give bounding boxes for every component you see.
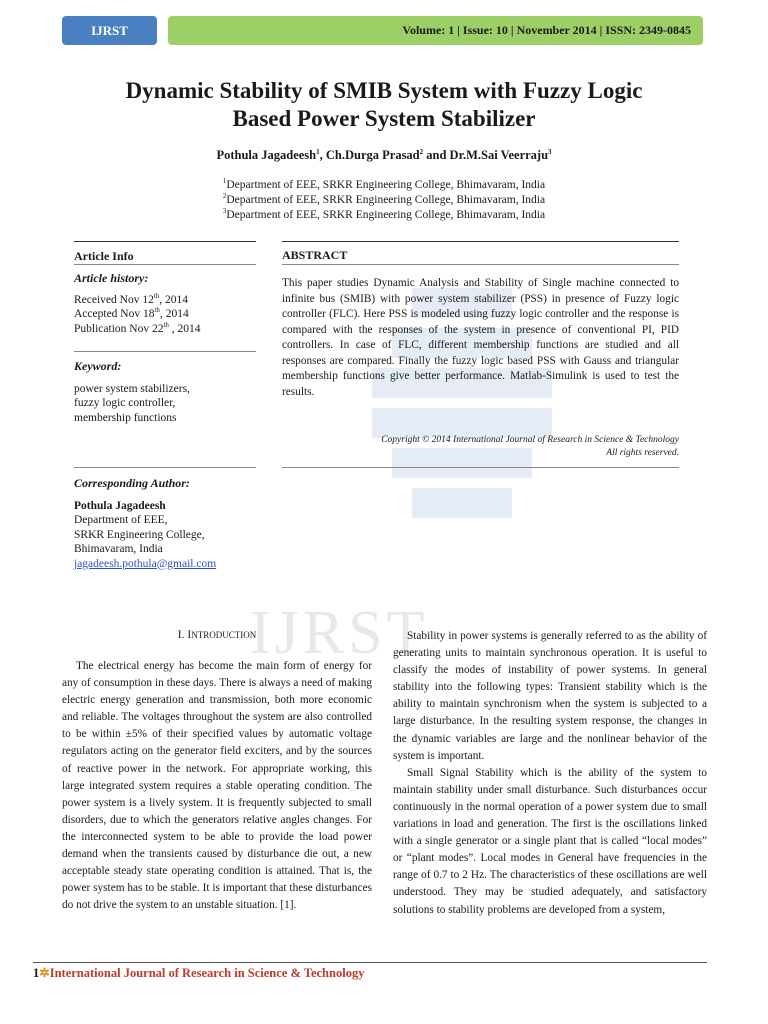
rights-line: All rights reserved. [606,448,679,458]
footer-rule [33,962,707,963]
author-sep-2: and [423,148,450,162]
corresponding-block [74,476,256,571]
bottom-rule-left [74,467,256,468]
copyright-line: Copyright © 2014 International Journal of Research in Science & Technology [381,435,679,445]
article-info-title: Article Info [74,249,134,263]
article-history [74,271,256,336]
publication-year: , 2014 [168,322,201,335]
received-sup: th [153,291,160,300]
keyword-label: Keyword: [74,359,122,373]
affiliation-3-sup: 3 [222,207,227,216]
author-1: Pothula Jagadeesh [216,148,317,162]
journal-badge: IJRST [62,16,157,45]
affiliation-3 [40,208,728,223]
intro-paragraph-1: The electrical energy has become the main form of energy for any of consumption in these days. There is always a need of making electric energy generation and transmission, both more economic and reliable. The voltages throughout the system are also controlled to be within ±5% of their specified values by automatic voltage regulators acting on the generator field exciters, and by the sources of reactive power in the network. For appropriate working, this large integrated system requires a stable operating condition. The power system is a lively system. It is frequently subjected to small disorders, due to which the generators relative angles changes. For the interconnected system to be able to provide the load power demand when the transients caused by disturbance die out, a new acceptable steady state operating condition is attained. That is, the power system has to be stable. It is important that these disturbances do not drive the system to an unstable situation. [1]. [62,660,372,912]
accepted-text: Accepted Nov 18 [74,308,155,320]
volume-bar: Volume: 1 | Issue: 10 | November 2014 | ISSN: 2349-0845 [168,16,703,45]
paper-title [40,77,728,133]
watermark-text: IJRST [250,599,429,667]
corresponding-email-link[interactable]: jagadeesh.pothula@gmail.com [74,557,217,570]
section-title-rest: NTRODUCTION [191,630,257,640]
corresponding-dept: Department of EEE, [74,514,168,526]
article-info-heading [74,249,256,264]
intro-paragraph-3: Small Signal Stability which is the ability of the system to maintain stability under small disturbance. Such disturbances occur continuously in the normal operation of a power system due to small variations in load and generation. The first is the oscillations linked with a single generator or a single plant that is called “local modes” or “plant modes”. Local modes in General have frequencies in the range of 0.7 to 2 Hz. The characteristics of these oscillations are well understood. They may be studied adequately, and satisfactory solutions to stability problems are developed from a system, [393,766,707,916]
affiliation-2-text: Department of EEE, SRKR Engineering College, Bhimavaram, India [226,194,546,206]
abstract-text: This paper studies Dynamic Analysis and Stability of Single machine connected to infinite bus (SMIB) with power system stabilizer (PSS) in presence of Fuzzy logic controller (FLC). Here PSS is modeled using fuzzy logic controller and the response is compared with the responses of the system in presence of conventional PI, PID controllers. In case of FLC, different membership functions are studied and all responses are compared. Finally the fuzzy logic based PSS with Gauss and triangular membership functions give better performance. Matlab-Simulink is used to test the results. [282,277,679,398]
corresponding-label: Corresponding Author: [74,476,190,490]
affiliations [40,178,728,223]
keyword-block [74,359,256,425]
author-3: Dr.M.Sai Veerraju [449,148,549,162]
copyright-notice [282,434,679,460]
abstract-heading: ABSTRACT [282,248,348,262]
top-rule-left [74,241,256,242]
footer-journal-name: International Journal of Research in Science & Technology [49,966,365,980]
affiliation-1-sup: 1 [222,177,227,186]
accepted-sup: th [154,306,160,315]
title-line-2: Based Power System Stabilizer [232,106,536,131]
top-rule-right [282,241,679,242]
affiliation-2 [40,193,728,208]
keyword-rule [74,351,256,352]
body-column-left [62,658,372,914]
page-number: 1 [33,966,40,980]
corresponding-city: Bhimavaram, India [74,543,163,555]
keyword-2: fuzzy logic controller, [74,397,176,409]
section-initial: I [187,629,192,641]
publication-date [74,322,256,337]
page-footer [33,965,364,981]
intro-paragraph-2: Stability in power systems is generally referred to as the ability of generating units to maintain synchronous operation. It is useful to classify the modes of instability of power systems. In general stability into the following types: Transient stability which is the ability to maintain synchronism when the system is subjected to a large disturbance. In the resulting system response, the changes in the dynamic variables are large and the nonlinear behavior of the system is important. [393,630,707,762]
affiliation-1 [40,178,728,193]
affiliation-3-text: Department of EEE, SRKR Engineering College, Bhimavaram, India [226,209,546,221]
author-2: Ch.Durga Prasad [325,148,420,162]
info-heading-rule [74,264,256,265]
received-date [74,293,256,308]
corresponding-college: SRKR Engineering College, [74,528,205,541]
author-2-sup: 2 [419,147,424,156]
corresponding-name: Pothula Jagadeesh [74,499,166,512]
author-line [40,148,728,163]
accepted-year: , 2014 [159,308,189,320]
accepted-date [74,307,256,322]
history-label: Article history: [74,271,149,285]
received-year: , 2014 [159,293,189,306]
keyword-1: power system stabilizers, [74,382,190,395]
section-number: I. [177,629,188,641]
publication-text: Publication Nov 22 [74,322,164,335]
received-text: Received Nov 12 [74,293,154,306]
body-column-right [393,628,707,919]
section-heading-introduction [62,629,372,641]
affiliation-1-text: Department of EEE, SRKR Engineering College, Bhimavaram, India [226,179,546,191]
affiliation-2-sup: 2 [222,192,227,201]
abstract-heading-rule [282,264,679,265]
title-line-1: Dynamic Stability of SMIB System with Fuzzy Logic [125,78,643,103]
keyword-3: membership functions [74,411,177,424]
author-1-sup: 1 [316,147,320,156]
author-3-sup: 3 [548,147,552,156]
author-sep-1: , [319,148,326,162]
gear-icon: ✲ [39,966,50,980]
publication-sup: th [163,320,169,329]
